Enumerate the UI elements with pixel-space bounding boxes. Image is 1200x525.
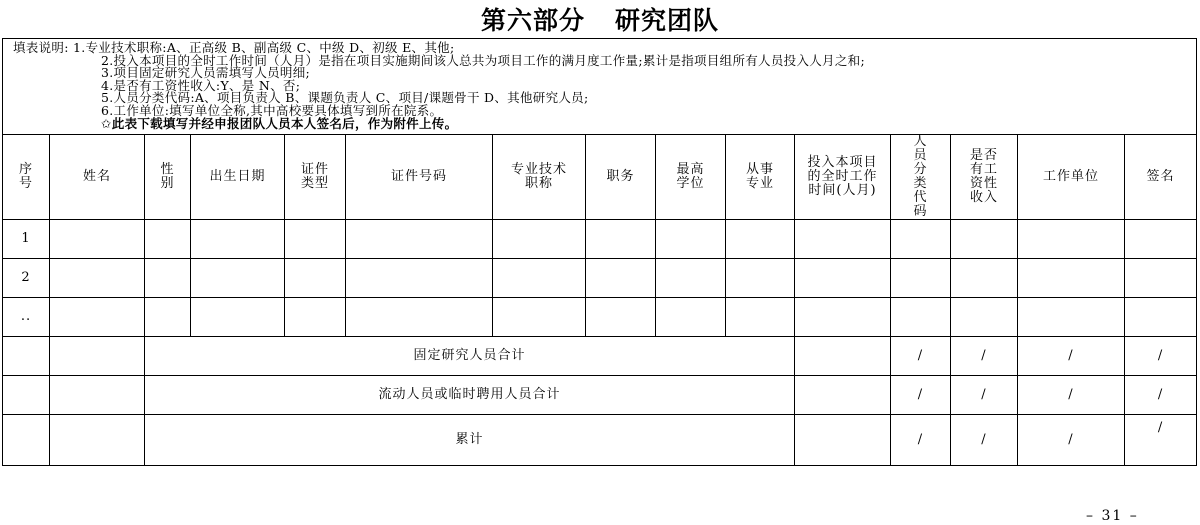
summary-row-temporary (3, 376, 1197, 415)
slash-mark: / (1018, 376, 1125, 415)
row-index: 2 (3, 259, 50, 298)
slash-mark: / (891, 415, 951, 466)
note-6: 6.工作单位:填写单位全称,其中高校要具体填写到所在院系。 (101, 102, 443, 118)
table-row (3, 259, 1197, 298)
header-signature: 签名 (1125, 135, 1197, 220)
summary-row-total (3, 415, 1197, 466)
note-1: 填表说明: 1.专业技术职称:A、正高级 B、副高级 C、中级 D、初级 E、其他; (13, 40, 455, 55)
row-index: .. (3, 298, 50, 337)
slash-mark: / (951, 415, 1018, 466)
header-gender: 性别 (145, 135, 191, 220)
header-salary: 是否有工资性收入 (951, 135, 1018, 220)
slash-mark: / (1125, 415, 1197, 466)
summary-label-total: 累计 (145, 415, 795, 466)
header-id-type: 证件类型 (285, 135, 346, 220)
table-row (3, 298, 1197, 337)
note-4: 4.是否有工资性收入:Y、是 N、否; (101, 77, 301, 93)
slash-mark: / (891, 376, 951, 415)
note-upload: ✩此表下载填写并经申报团队人员本人签名后，作为附件上传。 (101, 115, 458, 131)
note-5: 5.人员分类代码:A、项目负责人 B、课题负责人 C、项目/课题骨干 D、其他研究人员; (101, 90, 589, 106)
header-index: 序号 (3, 135, 50, 220)
page-title (0, 6, 1200, 36)
slash-mark: / (891, 337, 951, 376)
slash-mark: / (951, 337, 1018, 376)
research-team-table (2, 38, 1197, 466)
header-degree: 最高学位 (656, 135, 726, 220)
header-birthdate: 出生日期 (191, 135, 285, 220)
note-3: 3.项目固定研究人员需填写人员明细; (101, 65, 311, 81)
header-employer: 工作单位 (1018, 135, 1125, 220)
header-category: 人员分类代码 (891, 135, 951, 220)
slash-mark: / (951, 376, 1018, 415)
slash-mark: / (1125, 337, 1197, 376)
summary-label-temporary: 流动人员或临时聘用人员合计 (145, 376, 795, 415)
table-row (3, 220, 1197, 259)
note-2: 2.投入本项目的全时工作时间（人月）是指在项目实施期间该人总共为项目工作的满月度工作量;累计是指项目组所有人员投入人月之和; (101, 52, 865, 68)
header-id-number: 证件号码 (346, 135, 493, 220)
row-index: 1 (3, 220, 50, 259)
header-name: 姓名 (50, 135, 145, 220)
title-part: 第六部分 (480, 6, 585, 35)
header-row (3, 135, 1197, 220)
fill-instructions (3, 39, 1197, 135)
header-work-time: 投入本项目的全时工作时间(人月) (795, 135, 891, 220)
slash-mark: / (1125, 376, 1197, 415)
slash-mark: / (1018, 337, 1125, 376)
header-title: 专业技术职称 (493, 135, 586, 220)
header-major: 从事专业 (726, 135, 795, 220)
summary-label-fixed: 固定研究人员合计 (145, 337, 795, 376)
title-name: 研究团队 (615, 6, 720, 35)
summary-row-fixed (3, 337, 1197, 376)
page-number: – 31 – (1086, 508, 1139, 524)
header-position: 职务 (586, 135, 656, 220)
slash-mark: / (1018, 415, 1125, 466)
